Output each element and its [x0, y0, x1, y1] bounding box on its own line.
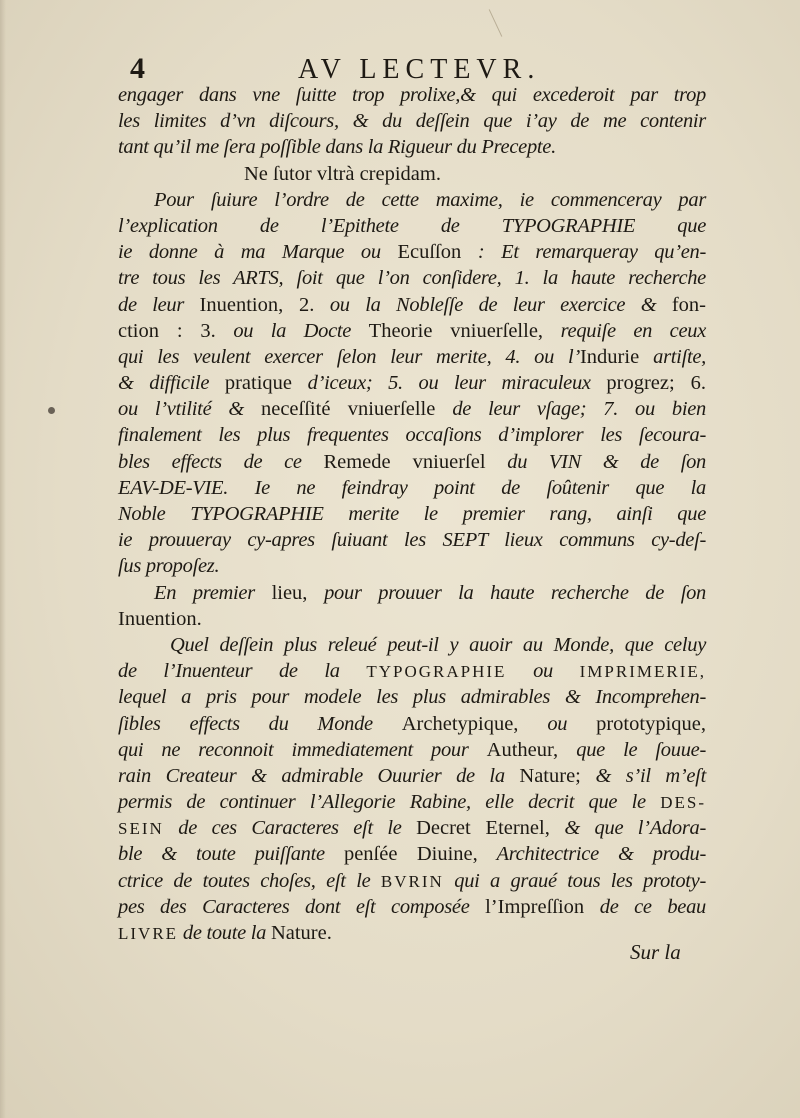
text-segment: tre tous les ARTS, ſoit que l’on conſidere, 1. la haute recherche [118, 267, 706, 290]
text-segment: fon- [671, 293, 706, 316]
text-line [118, 737, 706, 763]
text-segment: ou la Docte [215, 319, 369, 342]
text-segment: ou [518, 712, 597, 735]
text-line [118, 789, 706, 815]
text-segment: lequel a pris pour modele les plus admirables & Incomprehen- [118, 686, 706, 709]
text-line [118, 868, 706, 894]
text-segment: & s’il m’eſt [580, 764, 706, 787]
running-title: AV LECTEVR. [298, 54, 541, 85]
text-segment: ie donne à ma Marque ou [118, 241, 398, 264]
text-segment: DES- [660, 793, 706, 813]
text-segment: de toute la [178, 922, 271, 944]
text-line [118, 108, 706, 134]
text-segment: l’explication de l’Epithete de TYPOGRAPHIE que [118, 214, 706, 237]
catchword: Sur la [630, 940, 681, 964]
text-segment: de ce beau [584, 895, 706, 918]
text-line [118, 318, 706, 344]
text-segment: ſibles effects du Monde [118, 712, 402, 735]
text-segment: lieu, [271, 581, 308, 604]
text-segment: que le ſouue- [558, 738, 706, 761]
text-line [118, 187, 706, 213]
page-number: 4 [130, 52, 145, 85]
text-segment: Archetypique, [401, 712, 519, 735]
text-line [118, 161, 706, 187]
text-segment: Ecuſſon [397, 241, 462, 264]
text-line [118, 213, 706, 239]
text-segment: de leur [118, 293, 200, 316]
body-text [118, 82, 706, 946]
text-segment: bles effects de ce [118, 450, 324, 473]
text-segment: ou l’vtilité & [118, 398, 261, 421]
text-segment: du VIN & de ſon [485, 450, 707, 473]
text-segment: ble & toute puiſſante [118, 843, 344, 866]
text-line [118, 82, 706, 108]
text-segment: pour prouuer la haute recherche de ſon [307, 581, 706, 604]
text-segment: requiſe en ceux [543, 319, 706, 342]
text-segment: & que l’Adora- [549, 817, 706, 840]
text-segment: LIVRE [118, 924, 179, 943]
text-segment: de ces Caracteres eſt le [163, 817, 417, 840]
ink-spot [48, 407, 55, 414]
text-segment: qui les veulent exercer ſelon leur merite, 4. ou l’ [118, 345, 580, 368]
text-segment: prototypique, [596, 712, 706, 735]
paper-crease [489, 9, 503, 37]
text-segment: Noble TYPOGRAPHIE merite le premier rang, ainſi que [118, 503, 706, 525]
text-line [118, 265, 706, 291]
text-line [118, 763, 706, 789]
text-segment: Nature; [519, 764, 581, 787]
text-segment: ie prouueray cy-apres ſuiuant les SEPT lieux communs cy-deſ- [118, 529, 706, 552]
text-segment: ctrice de toutes choſes, eſt le [118, 869, 381, 892]
text-segment: En premier [154, 581, 272, 604]
text-segment: neceſſité vniuerſelle [260, 398, 436, 421]
text-line [118, 134, 706, 160]
text-line [118, 658, 706, 684]
text-segment: d’iceux; 5. ou leur miraculeux [292, 372, 607, 395]
text-line [118, 396, 706, 422]
text-line [118, 841, 706, 867]
text-line [118, 475, 706, 501]
text-segment: tant qu’il me ſera poſſible dans la Rigueur du Precepte. [118, 136, 556, 159]
text-segment: de leur vſage; 7. ou bien [435, 398, 706, 421]
text-line [118, 370, 706, 396]
text-line [118, 606, 706, 632]
text-segment: Remede vniuerſel [323, 450, 486, 473]
text-segment: engager dans vne ſuitte trop prolixe,& qui excederoit par trop [118, 84, 706, 106]
text-segment: pratique [224, 372, 293, 395]
text-segment: Quel deſſein plus releué peut-il y auoir au Monde, que celuy [170, 633, 706, 656]
text-segment: Architectrice & produ- [477, 843, 706, 866]
text-line [118, 894, 706, 920]
text-segment: Inuention. [118, 607, 202, 630]
text-segment: TYPOGRAPHIE [366, 662, 507, 682]
text-segment: de l’Inuenteur de la [118, 660, 367, 683]
text-segment: BVRIN [380, 871, 444, 891]
text-segment: Autheur, [486, 738, 559, 761]
text-segment: EAV-DE-VIE. Ie ne feindray point de ſoûtenir que la [118, 476, 706, 499]
text-segment: pes des Caracteres dont eſt composée [118, 895, 486, 918]
text-segment: l’Impreſſion [485, 895, 585, 918]
text-segment: & difficile [118, 372, 225, 395]
text-line [118, 684, 706, 710]
text-segment: Inuention, 2. [199, 293, 315, 316]
text-line [118, 632, 706, 658]
text-segment: ou la Nobleſſe de leur exercice & [314, 293, 672, 316]
text-line [118, 344, 706, 370]
text-line [118, 553, 706, 579]
text-segment: : Et remarqueray qu’en- [461, 241, 706, 264]
text-line [118, 527, 706, 553]
text-segment: SEIN [118, 819, 164, 839]
text-line [118, 501, 706, 527]
page-edge-shadow [0, 0, 6, 1118]
text-line [118, 815, 706, 841]
text-segment: progrez; 6. [606, 372, 706, 395]
text-segment: Indurie [579, 345, 640, 368]
text-segment: permis de continuer l’Allegorie Rabine, elle decrit que le [118, 791, 661, 814]
text-segment: qui ne reconnoit immediatement pour [118, 738, 487, 761]
text-segment: Pour ſuiure l’ordre de cette maxime, ie commenceray par [154, 188, 706, 211]
text-segment: IMPRIMERIE, [579, 662, 706, 682]
text-line [118, 239, 706, 265]
text-segment: rain Createur & admirable Ouurier de la [118, 764, 520, 787]
text-segment: qui a graué tous les prototy- [443, 869, 706, 892]
text-segment: Ne ſutor vltrà crepidam. [244, 162, 441, 185]
text-segment: ou [506, 660, 580, 683]
text-segment: Theorie vniuerſelle, [368, 319, 544, 342]
text-line [118, 422, 706, 448]
text-line [118, 580, 706, 606]
text-segment: finalement les plus frequentes occaſions d’implorer les ſecoura- [118, 424, 706, 447]
text-segment: ſus propoſez. [118, 555, 220, 578]
text-line [118, 292, 706, 318]
text-segment: artiſte, [639, 345, 706, 368]
text-line [118, 449, 706, 475]
text-segment: Decret Eternel, [416, 817, 550, 840]
text-segment: penſée Diuine, [343, 843, 478, 866]
text-segment: les limites d’vn diſcours, & du deſſein que i’ay de me contenir [118, 110, 706, 133]
text-segment: ction : 3. [118, 319, 216, 342]
text-segment: Nature. [270, 922, 332, 944]
text-line [118, 920, 706, 946]
text-line [118, 711, 706, 737]
